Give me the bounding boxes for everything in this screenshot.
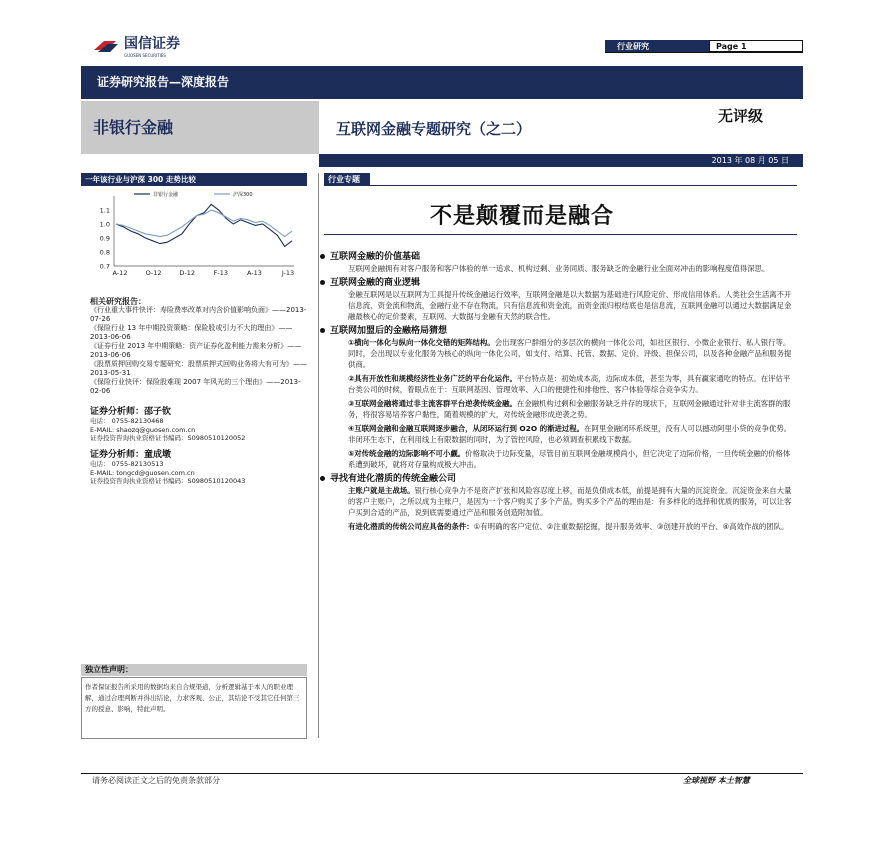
header-rule [605, 52, 803, 53]
footer-rule [81, 773, 803, 774]
main-body [330, 252, 796, 532]
paragraph: 主账户就是主战场。银行核心竞争力不是资产扩张和风险容忍度上移，而是负债成本低，前提是拥有大量的沉淀资金。沉淀资金来自大量的客户主账户，之所以成为主账户，是因为一个客户购买了多个产品。购买多个产品的理由是：有多样化的选择和优质的服务，可以让客户买到合适的产品，说到底需要通过产品和服务创造附加值。 [348, 486, 792, 517]
analyst-phone: 电话： 0755-82130468 [90, 417, 164, 425]
headline: 不是颠覆而是融合 [430, 203, 615, 229]
x-tick-label: O-12 [145, 269, 162, 277]
analyst-email: E-MAIL: tongcd@guosen.com.cn [90, 468, 195, 477]
x-tick-label: D-12 [179, 269, 196, 277]
paragraph: 互联网金融拥有对客户服务和客户体验的单一追求、机构过剩、业务同质、服务缺乏的金融行业全面对冲击的影响程度值得深思。 [348, 264, 770, 273]
y-tick-label: 1.1 [99, 206, 110, 215]
y-tick-label: 0.8 [99, 248, 110, 257]
analyst-email: E-MAIL: shaozq@guosen.com.cn [90, 425, 196, 434]
y-tick-label: 0.9 [99, 234, 110, 243]
trend-chart [86, 190, 301, 282]
analyst-1 [90, 404, 171, 417]
report-title: 互联网金融专题研究（之二） [336, 120, 532, 138]
related-item: 《股票质押回购交易专题研究：股票质押式回购业务将大有可为》——2013-05-31 [90, 360, 307, 377]
analyst-2-contact [90, 460, 245, 486]
related-title: 相关研究报告： [90, 297, 146, 306]
section-heading: 互联网金融的商业逻辑 [320, 278, 796, 289]
report-date: 2013 年 08 月 05 日 [319, 154, 803, 167]
paragraph: ⑤对传统金融的边际影响不可小觑。价格取决于边际变量，尽管目前互联网金融规模尚小，但它决定了边际价格，一旦传统金融的价格体系遭到破坏，就将对存量构成极大冲击。 [348, 449, 791, 469]
paragraph: ③互联网金融将通过非主流客群平台逆袭传统金融。在金融机构过剩和金融服务缺乏并存的现状下，互联网金融通过针对非主流客群的服务，将很容易培养客户黏性，随着规模的扩大，对传统金融形成逆袭之势。 [348, 399, 791, 419]
section-heading: 寻找有进化潜质的传统金融公司 [320, 474, 796, 485]
section-tag: 行业专题 [324, 173, 370, 186]
x-tick-label: J-13 [281, 269, 295, 277]
category-tag: 行业研究 [605, 40, 709, 53]
paragraph: 有进化潜质的传统公司应具备的条件：①有明确的客户定位、②注重数据挖掘，提升服务效率、③创建开放的平台、④高效作战的团队。 [348, 522, 789, 531]
column-divider [318, 173, 319, 738]
related-item: 《行业重大事件快评：寿险费率改革对内含价值影响负面》——2013-07-26 [90, 306, 307, 323]
related-item: 《保险行业快评：保险股难现 2007 年风光的三个理由》——2013-02-06 [90, 378, 301, 395]
footer-slogan: 全球视野 本土智慧 [683, 776, 750, 785]
series-line [116, 204, 292, 246]
section-heading: 互联网加盟后的金融格局猜想 [320, 326, 796, 337]
report-type-bar: 证券研究报告—深度报告 [81, 66, 803, 99]
section-heading: 互联网金融的价值基础 [320, 252, 796, 263]
related-reports [90, 297, 310, 396]
related-item: 《保险行业 13 年中期投资策略：保险股或引力不大的理由》——2013-06-06 [90, 324, 293, 341]
logo-text: 国信证券 [124, 36, 180, 52]
chart-header: 一年该行业与沪深 300 走势比较 [81, 173, 307, 186]
analyst-label: 证券分析师： [90, 450, 145, 460]
analyst-1-contact [90, 417, 245, 443]
analyst-label: 证券分析师： [90, 407, 145, 417]
y-tick-label: 0.7 [99, 262, 110, 271]
rating-label: 无评级 [718, 107, 764, 125]
logo-subtext: GUOSEN SECURITIES [124, 53, 166, 58]
paragraph: ②具有开放性和规模经济性业务广泛的平台化运作。平台特点是：初始成本高，边际成本低，甚至为零，具有赢家通吃的特点。在评估平台类公司的时候，着眼点在于：互联网基因、管理效率、入口的便捷性和排他性、客户体验等综合竞争实力。 [348, 374, 791, 394]
paragraph: ④互联网金融和金融互联网逐步融合，从闭环运行到 O2O 的渐进过程。在阿里金融闭环系统里，没有人可以撼动阿里小贷的竞争优势。非闭环生态下，在利用线上有限数据的同时，为了管控风险，也必须调查积累线下数据。 [348, 424, 792, 444]
legend-label: 沪深300 [233, 192, 253, 198]
analyst-name: 邵子钦 [144, 407, 172, 417]
legend-label: 非银行金融 [153, 192, 179, 198]
analyst-2 [90, 447, 171, 460]
page-number: Page 1 [709, 40, 803, 52]
series-line [116, 210, 292, 237]
analyst-cert: 证券投资咨询执业资格证书编码：S0980510120043 [90, 477, 246, 485]
guosen-logo-icon [92, 38, 120, 54]
analyst-cert: 证券投资咨询执业资格证书编码：S0980510120052 [90, 434, 246, 442]
x-tick-label: F-13 [213, 269, 228, 277]
independence-text: 作者保证报告所采用的数据均来自合规渠道，分析逻辑基于本人的职业理解，通过合理判断并得出结论，力求客观、公正，其结论不受其它任何第三方的授意、影响，特此声明。 [81, 677, 307, 739]
related-item: 《证券行业 2013 年中期策略：资产证券化盈利能力需来分析》——2013-06-06 [90, 342, 302, 359]
independence-header: 独立性声明： [81, 664, 307, 676]
headline-rule [324, 234, 797, 235]
paragraph: ①横向一体化与纵向一体化交错的矩阵结构。会出现客户群细分的多层次的横向一体化公司，如社区银行、小微企业银行、私人银行等。同时，会出现以专业化服务为核心的纵向一体化公司，如支付、结算、托管、数据、定价、评级、担保公司，以及各种金融产品和服务提供商。 [348, 338, 792, 369]
paragraph: 金融互联网是以互联网为工具提升传统金融运行效率，互联网金融是以大数据为基础进行风险定价、形成信用体系。人类社会生活离不开信息流、资金流和物流，金融行业不存在物流，只有信息流和资金流，而资金流归根结底也是信息流，互联网金融可以通过大数据满足金融最核心的定价要素，互联网、大数据与金融有天然的联合性。 [348, 290, 792, 321]
x-tick-label: A-13 [246, 269, 262, 277]
company-logo [92, 33, 180, 58]
y-tick-label: 1.0 [99, 220, 110, 229]
industry-label: 非银行金融 [81, 101, 319, 154]
analyst-phone: 电话： 0755-82130513 [90, 460, 164, 468]
analyst-name: 童成墩 [144, 450, 172, 460]
x-tick-label: A-12 [112, 269, 128, 277]
footer-disclaimer: 请务必阅读正文之后的免责条款部分 [92, 776, 220, 785]
section-tag-bar [324, 173, 797, 186]
